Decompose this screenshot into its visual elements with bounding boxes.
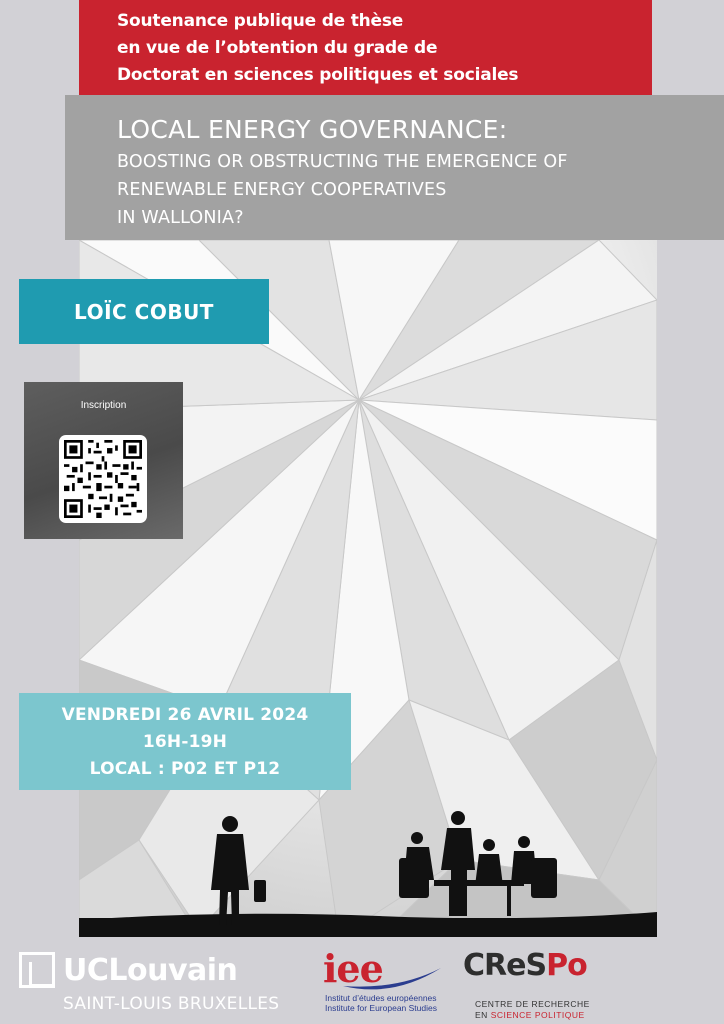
crespo-line-2a: EN [475,1010,488,1020]
event-location: LOCAL : P02 ET P12 [89,759,281,779]
iee-line-1: Institut d’études européennes [325,993,437,1003]
thesis-title-panel [65,95,724,240]
crespo-line-2b: SCIENCE POLITIQUE [490,1010,585,1020]
uclouvain-campus: SAINT-LOUIS BRUXELLES [63,994,280,1014]
crespo-line-2 [475,1010,585,1020]
iee-swoosh-icon [323,946,453,996]
author-name-box [19,279,269,344]
header-line-3: Doctorat en sciences politiques et sociales [117,65,519,85]
qr-label: Inscription [80,400,127,411]
thesis-subtitle-line-3: IN WALLONIA? [117,208,244,228]
header-line-2: en vue de l’obtention du grade de [117,38,438,58]
crespo-word-a: CReS [463,948,547,983]
thesis-header-banner [79,0,652,95]
iee-logo [323,946,453,1016]
registration-qr-card[interactable] [24,382,183,539]
event-time: 16H-19H [142,732,228,752]
uclouvain-mark-icon [19,952,55,988]
thesis-subtitle-line-1: BOOSTING OR OBSTRUCTING THE EMERGENCE OF [117,152,568,172]
folded-paper-illustration [79,240,657,937]
uclouvain-logo [19,952,237,988]
event-date: VENDREDI 26 AVRIL 2024 [61,705,309,725]
crespo-wordmark [463,948,603,983]
author-name: LOÏC COBUT [74,299,214,324]
crespo-line-1: CENTRE DE RECHERCHE [475,999,590,1009]
iee-line-2: Institute for European Studies [325,1003,437,1013]
crespo-logo [463,948,603,1023]
paper-star-artwork [79,240,657,937]
qr-code-graphic [64,440,142,518]
uclouvain-name: UCLouvain [63,952,238,988]
qr-code-icon[interactable] [59,435,147,523]
iee-wordmark: iee [323,946,383,991]
event-details-box [19,693,351,790]
thesis-title: LOCAL ENERGY GOVERNANCE: [117,115,508,144]
crespo-word-b: Po [546,948,587,983]
thesis-subtitle-line-2: RENEWABLE ENERGY COOPERATIVES [117,180,447,200]
header-line-1: Soutenance publique de thèse [117,11,404,31]
